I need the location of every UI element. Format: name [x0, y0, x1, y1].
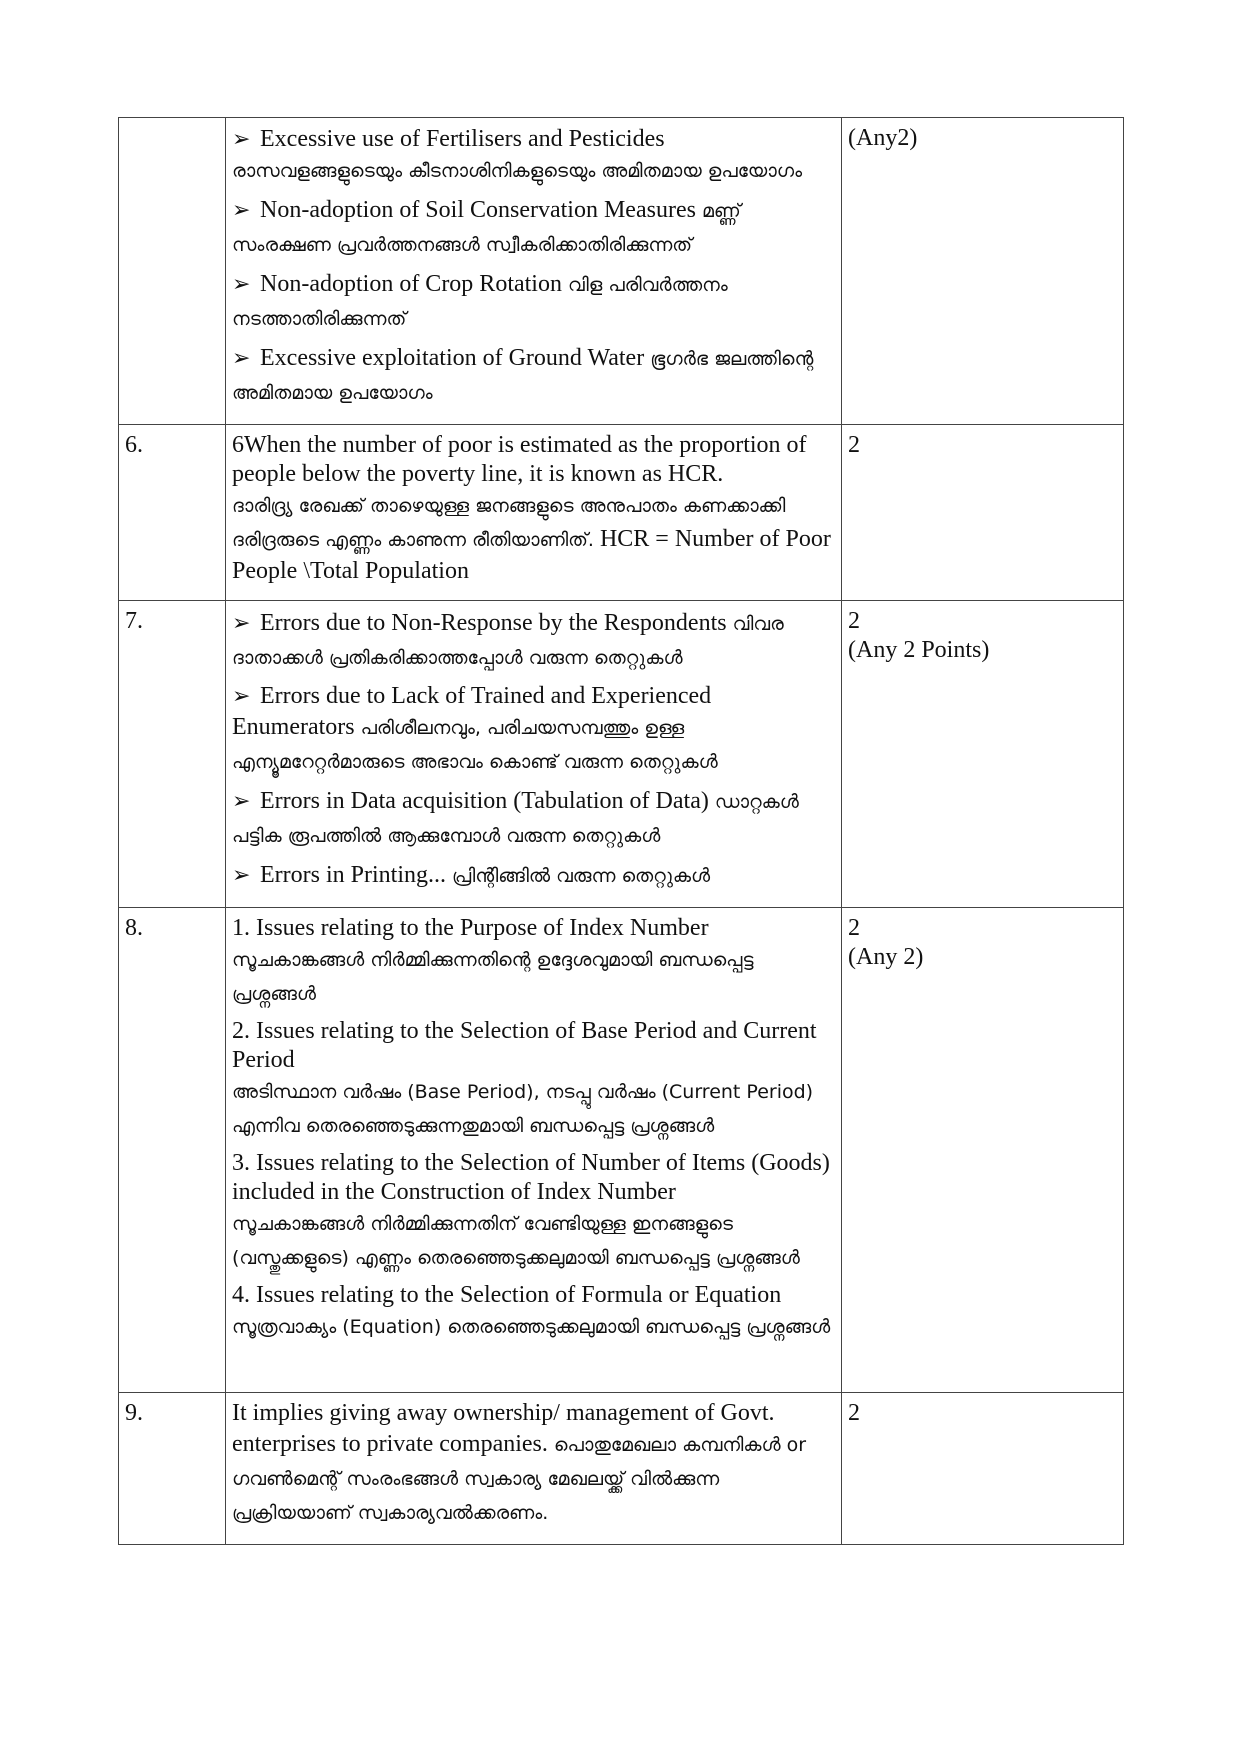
answer-point	[232, 914, 835, 1011]
question-number: 8.	[125, 915, 143, 941]
marks-cell	[842, 1393, 1124, 1545]
answer-text-ml: സൂചകാങ്കങ്ങൾ നിർമ്മിക്കുന്നതിന് വേണ്ടിയുള്ള ഇനങ്ങളുടെ (വസ്തുക്കളുടെ) എണ്ണം തെരഞ്ഞെടുക്കലുമായി ബന്ധപ്പെട്ട പ്രശ്നങ്ങൾ	[232, 1213, 800, 1269]
marks-note: (Any 2 Points)	[848, 637, 990, 663]
answer-cell	[226, 601, 842, 908]
answer-text-en: Errors due to Non-Response by the Respondents	[260, 610, 727, 636]
question-number-cell	[119, 425, 226, 601]
table-row	[119, 1393, 1124, 1545]
table-row	[119, 908, 1124, 1393]
question-number-cell	[119, 601, 226, 908]
answer-text-en: Excessive exploitation of Ground Water	[260, 345, 645, 371]
answer-point	[232, 1017, 835, 1143]
answer-table	[118, 117, 1124, 1545]
marks-note: (Any 2)	[848, 944, 924, 970]
table-row	[119, 425, 1124, 601]
answer-point	[232, 431, 835, 586]
answer-point	[232, 1149, 835, 1275]
answer-text-ml: അടിസ്ഥാന വർഷം (Base Period), നടപ്പു വർഷം (Current Period) എന്നിവ തെരഞ്ഞെടുക്കുന്നതുമായി ബന്ധപ്പെട്ട പ്രശ്നങ്ങൾ	[232, 1081, 814, 1137]
arrowhead-bullet-icon: ➢	[232, 788, 251, 813]
marks-text: (Any2)	[848, 125, 918, 151]
answer-cell	[226, 1393, 842, 1545]
answer-point	[232, 124, 835, 188]
table-row	[119, 601, 1124, 908]
answer-text-en: 2. Issues relating to the Selection of Base Period and Current Period	[232, 1018, 817, 1073]
answer-text-en: Errors in Data acquisition (Tabulation of Data)	[260, 788, 709, 814]
answer-text-en: 4. Issues relating to the Selection of Formula or Equation	[232, 1282, 782, 1308]
answer-text-en: Excessive use of Fertilisers and Pesticides	[260, 126, 665, 152]
answer-text-en: Non-adoption of Crop Rotation	[260, 271, 562, 297]
answer-text-ml: മണ്ണ് സംരക്ഷണ പ്രവർത്തനങ്ങൾ സ്വീകരിക്കാതിരിക്കുന്നത്	[232, 200, 741, 256]
marks-text: 2	[848, 915, 860, 941]
question-number-cell	[119, 1393, 226, 1545]
answer-text-ml: പൊതുമേഖലാ കമ്പനികൾ or ഗവൺമെന്റ് സംരംഭങ്ങൾ സ്വകാര്യ മേഖലയ്ക്ക് വിൽക്കുന്ന പ്രക്രിയയാണ് സ്വകാര്യവൽക്കരണം.	[232, 1434, 807, 1524]
answer-cell	[226, 425, 842, 601]
answer-text-ml: വിള പരിവർത്തനം നടത്താതിരിക്കുന്നത്	[232, 274, 728, 330]
table-row	[119, 118, 1124, 425]
answer-text-ml: പരിശീലനവും, പരിചയസമ്പത്തും ഉള്ള എന്യൂമറേറ്റർമാരുടെ അഭാവം കൊണ്ട് വരുന്ന തെറ്റുകൾ	[232, 717, 718, 773]
arrowhead-bullet-icon: ➢	[232, 862, 251, 887]
marks-cell	[842, 425, 1124, 601]
question-number: 7.	[125, 608, 143, 634]
answer-point	[232, 1281, 835, 1344]
answer-point	[232, 1399, 835, 1530]
answer-text-en: Errors due to Lack of Trained and Experienced Enumerators	[232, 683, 712, 740]
question-number: 6.	[125, 432, 143, 458]
arrowhead-bullet-icon: ➢	[232, 683, 251, 708]
question-number-cell	[119, 118, 226, 425]
arrowhead-bullet-icon: ➢	[232, 126, 251, 151]
answer-text-ml: വിവര ദാതാക്കൾ പ്രതികരിക്കാത്തപ്പോൾ വരുന്ന തെറ്റുകൾ	[232, 613, 784, 669]
marks-cell	[842, 908, 1124, 1393]
answer-text-en: 1. Issues relating to the Purpose of Index Number	[232, 915, 709, 941]
answer-text-en: It implies giving away ownership/ management of Govt. enterprises to private companies.	[232, 1400, 775, 1457]
answer-text-ml: പ്രിന്റിങ്ങിൽ വരുന്ന തെറ്റുകൾ	[452, 865, 711, 887]
answer-text-en: 3. Issues relating to the Selection of Number of Items (Goods) included in the Construction of Index Number	[232, 1150, 830, 1205]
answer-text-ml: ഭൂഗർഭ ജലത്തിന്റെ അമിതമായ ഉപയോഗം	[232, 348, 814, 404]
answer-text-en: Non-adoption of Soil Conservation Measures	[260, 197, 696, 223]
answer-text-en: Errors in Printing...	[260, 862, 446, 888]
answer-cell	[226, 908, 842, 1393]
answer-point	[232, 268, 835, 336]
answer-text-en: 6When the number of poor is estimated as the proportion of people below the poverty line, it is known as HCR.	[232, 432, 807, 487]
arrowhead-bullet-icon: ➢	[232, 610, 251, 635]
marks-cell	[842, 118, 1124, 425]
answer-text-ml: ഡാറ്റകൾ പട്ടിക രൂപത്തിൽ ആക്കുമ്പോൾ വരുന്ന തെറ്റുകൾ	[232, 791, 799, 847]
arrowhead-bullet-icon: ➢	[232, 345, 251, 370]
marks-text: 2	[848, 1400, 860, 1426]
answer-text-ml: ദാരിദ്ര്യ രേഖക്ക് താഴെയുള്ള ജനങ്ങളുടെ അനുപാതം കണക്കാക്കി ദരിദ്രരുടെ എണ്ണം കാണുന്ന രീതിയാണിത്.	[232, 495, 786, 551]
answer-point	[232, 342, 835, 410]
answer-point	[232, 785, 835, 853]
answer-point	[232, 859, 835, 893]
question-number: 9.	[125, 1400, 143, 1426]
marks-text: 2	[848, 432, 860, 458]
arrowhead-bullet-icon: ➢	[232, 271, 251, 296]
answer-cell	[226, 118, 842, 425]
answer-text-ml: രാസവളങ്ങളുടെയും കീടനാശിനികളുടെയും അമിതമായ ഉപയോഗം	[232, 160, 803, 182]
answer-point	[232, 607, 835, 675]
answer-text-formula: HCR = Number of Poor People \Total Population	[232, 526, 831, 584]
marks-text: 2	[848, 608, 860, 634]
arrowhead-bullet-icon: ➢	[232, 197, 251, 222]
question-number-cell	[119, 908, 226, 1393]
answer-point	[232, 194, 835, 262]
answer-point	[232, 681, 835, 779]
answer-text-ml: സൂത്രവാക്യം (Equation) തെരഞ്ഞെടുക്കലുമായി ബന്ധപ്പെട്ട പ്രശ്നങ്ങൾ	[232, 1316, 831, 1338]
marks-cell	[842, 601, 1124, 908]
answer-text-ml: സൂചകാങ്കങ്ങൾ നിർമ്മിക്കുന്നതിന്റെ ഉദ്ദേശവുമായി ബന്ധപ്പെട്ട പ്രശ്നങ്ങൾ	[232, 949, 754, 1005]
